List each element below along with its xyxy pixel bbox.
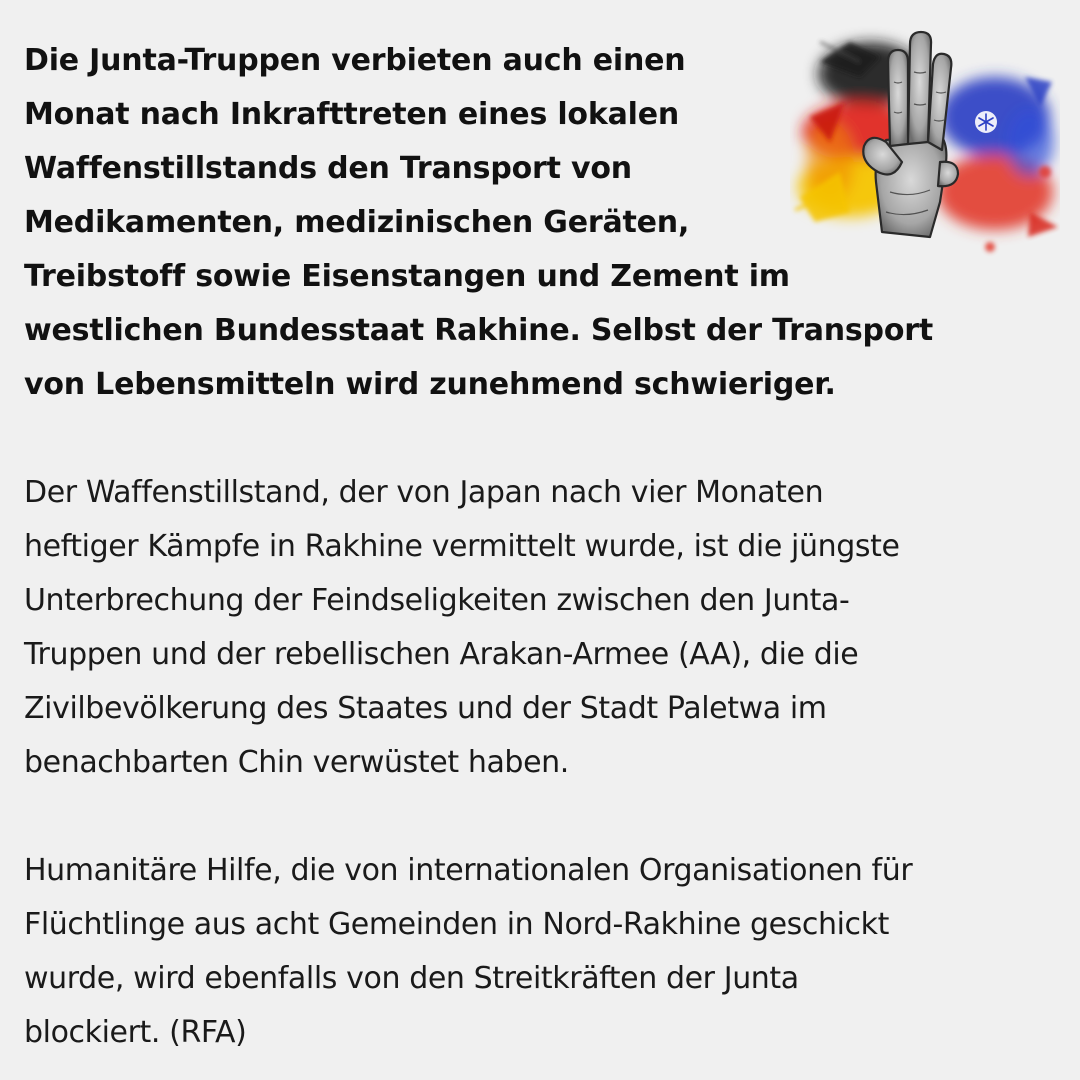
star-icon: [975, 111, 997, 133]
paragraph-humanitarian-aid: [24, 844, 1064, 1060]
headline-line: Die Junta-Truppen verbieten auch einen: [24, 43, 686, 78]
paragraph-line: Flüchtlinge aus acht Gemeinden in Nord-Rakhine geschickt: [24, 907, 889, 942]
paragraph-ceasefire: [24, 466, 1064, 790]
headline-line: Waffenstillstands den Transport von: [24, 151, 632, 186]
paragraph-line: Zivilbevölkerung des Staates und der Stadt Paletwa im: [24, 691, 827, 726]
paragraph-line: Truppen und der rebellischen Arakan-Armee (AA), die die: [24, 637, 859, 672]
paragraph-line: Humanitäre Hilfe, die von internationalen Organisationen für: [24, 853, 913, 888]
paragraph-line: wurde, wird ebenfalls von den Streitkräften der Junta: [24, 961, 799, 996]
three-finger-salute-hand-icon: [790, 22, 1060, 262]
paragraph-line: Der Waffenstillstand, der von Japan nach vier Monaten: [24, 475, 824, 510]
headline-line: von Lebensmitteln wird zunehmend schwieriger.: [24, 367, 836, 402]
headline-line: Medikamenten, medizinischen Geräten,: [24, 205, 690, 240]
myanmar-flag-splash: [937, 77, 1054, 230]
headline-line: westlichen Bundesstaat Rakhine. Selbst der Transport: [24, 313, 933, 348]
paragraph-line: benachbarten Chin verwüstet haben.: [24, 745, 569, 780]
headline-line: Treibstoff sowie Eisenstangen und Zement im: [24, 259, 790, 294]
headline-line: Monat nach Inkrafttreten eines lokalen: [24, 97, 680, 132]
paragraph-line: blockiert. (RFA): [24, 1015, 247, 1050]
paragraph-line: Unterbrechung der Feindseligkeiten zwischen den Junta-: [24, 583, 850, 618]
paragraph-line: heftiger Kämpfe in Rakhine vermittelt wurde, ist die jüngste: [24, 529, 900, 564]
